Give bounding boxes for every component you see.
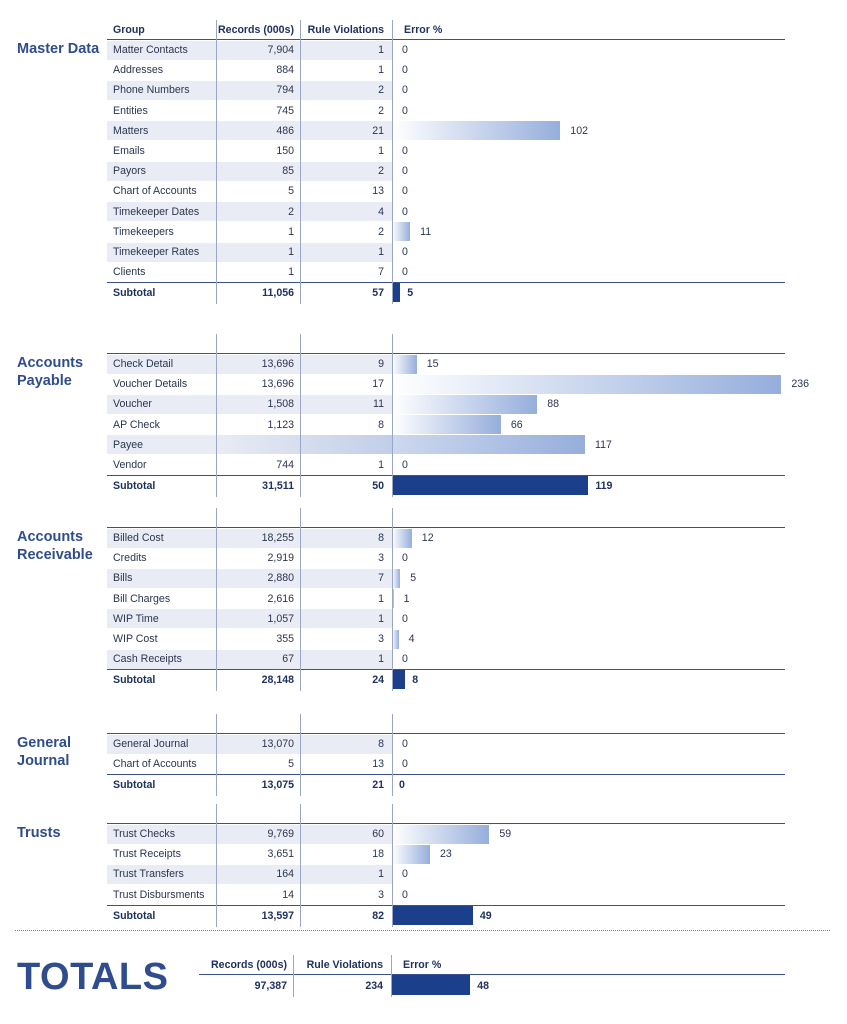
totals-error-value: 48 [477, 980, 489, 992]
row-records: 150 [276, 145, 294, 157]
row-label: Bills [113, 572, 133, 585]
row-label: WIP Time [113, 612, 159, 625]
totals-violations: 234 [365, 980, 383, 992]
row-error-value: 5 [410, 572, 417, 585]
row-records: 5 [288, 185, 294, 198]
row-violations: 1 [378, 459, 384, 471]
row-violations: 11 [373, 398, 384, 411]
row-violations: 3 [378, 633, 384, 645]
row-error-value: 102 [570, 124, 588, 137]
row-violations: 13 [372, 185, 384, 198]
column-header-group: Group [113, 24, 145, 36]
row-violations: 8 [378, 418, 384, 431]
error-bar [392, 355, 417, 374]
row-records: 5 [288, 758, 294, 771]
subtotal-records: 13,597 [261, 909, 294, 922]
row-violations: 1 [378, 592, 384, 605]
column-divider [300, 508, 301, 691]
row-label: Addresses [113, 64, 164, 77]
row-violations: 1 [378, 246, 384, 258]
row-records: 67 [282, 653, 294, 666]
column-divider [392, 714, 393, 796]
error-bar [216, 435, 585, 454]
row-error-value: 0 [402, 145, 408, 157]
column-divider [392, 508, 393, 691]
subtotal-violations: 82 [372, 909, 384, 922]
subtotal-records: 31,511 [262, 480, 294, 493]
row-label: Clients [113, 266, 146, 279]
row-records: 2 [288, 205, 294, 218]
subtotal-rule [107, 774, 785, 775]
row-error-value: 0 [402, 266, 408, 279]
subtotal-label: Subtotal [113, 287, 156, 300]
row-records: 13,696 [261, 378, 294, 391]
subtotal-records: 28,148 [261, 674, 294, 687]
row-label: Chart of Accounts [113, 185, 197, 198]
row-violations: 8 [378, 532, 384, 544]
subtotal-error-bar [392, 906, 473, 925]
row-error-value: 0 [402, 44, 408, 56]
column-divider [300, 804, 301, 927]
subtotal-rule [107, 282, 785, 283]
row-error-value: 0 [402, 888, 408, 901]
row-violations: 2 [378, 104, 384, 117]
column-header-records: Records (000s) [218, 24, 294, 36]
row-label: WIP Cost [113, 633, 158, 645]
row-violations: 1 [378, 612, 384, 625]
row-violations: 2 [378, 165, 384, 178]
row-error-value: 23 [439, 848, 452, 861]
row-violations: 2 [378, 84, 384, 97]
subtotal-error-value: 119 [595, 480, 613, 493]
subtotal-error-value: 8 [412, 674, 419, 687]
row-error-value: 0 [402, 64, 408, 77]
row-label: Phone Numbers [113, 84, 190, 97]
column-divider [300, 334, 301, 497]
row-error-value: 0 [402, 552, 408, 565]
column-header-violations: Rule Violations [307, 24, 384, 36]
row-violations: 21 [372, 124, 384, 137]
row-error-value: 0 [402, 653, 408, 666]
section-title: Master Data [17, 41, 100, 57]
row-error-value: 0 [402, 246, 408, 258]
row-records: 2,919 [267, 552, 294, 565]
row-error-value: 0 [402, 185, 408, 198]
row-error-value: 59 [499, 828, 512, 840]
subtotal-error-bar [392, 476, 588, 495]
row-records: 1 [288, 225, 294, 238]
row-violations: 17 [372, 378, 384, 391]
subtotal-records: 13,075 [261, 779, 294, 792]
row-violations: 1 [378, 44, 384, 56]
subtotal-label: Subtotal [113, 779, 156, 792]
row-records: 744 [276, 459, 294, 471]
totals-header-violations: Rule Violations [306, 959, 383, 971]
column-divider [392, 334, 393, 497]
subtotal-violations: 21 [372, 779, 384, 792]
row-label: Timekeepers [113, 225, 174, 238]
row-records: 1 [288, 266, 294, 279]
row-label: Voucher [113, 398, 152, 411]
error-bar [392, 529, 412, 548]
column-divider [391, 955, 392, 997]
row-error-value: 0 [402, 758, 408, 771]
row-records: 13,070 [261, 738, 294, 750]
column-divider [216, 508, 217, 691]
row-label: Matter Contacts [113, 44, 188, 56]
row-label: Emails [113, 145, 145, 157]
row-label: Check Detail [113, 358, 174, 370]
row-records: 13,696 [261, 358, 294, 370]
row-violations: 13 [372, 758, 384, 771]
row-violations: 3 [378, 888, 384, 901]
row-error-value: 117 [595, 438, 612, 451]
row-violations: 1 [378, 653, 384, 666]
error-bar [392, 395, 537, 414]
row-label: General Journal [113, 738, 189, 750]
row-label: Chart of Accounts [113, 758, 197, 771]
row-records: 2,616 [267, 592, 294, 605]
totals-header-records: Records (000s) [211, 959, 287, 971]
subtotal-error-value: 0 [399, 779, 405, 792]
row-violations: 7 [378, 266, 384, 279]
row-error-value: 88 [547, 398, 559, 411]
row-label: Payors [113, 165, 146, 178]
row-violations: 18 [372, 848, 384, 861]
row-error-value: 0 [402, 738, 408, 750]
row-records: 1,508 [267, 398, 294, 411]
row-violations: 8 [378, 738, 384, 750]
row-error-value: 0 [402, 459, 408, 471]
section-title: Accounts Payable [17, 355, 84, 389]
row-violations: 3 [378, 552, 384, 565]
subtotal-error-bar [392, 670, 405, 689]
row-error-value: 12 [421, 532, 434, 544]
row-error-value: 0 [402, 868, 408, 881]
column-divider [300, 20, 301, 304]
row-records: 486 [276, 124, 294, 137]
totals-separator [15, 930, 830, 931]
row-label: Matters [113, 124, 149, 137]
totals-error-bar [391, 975, 470, 995]
row-label: Timekeeper Rates [113, 246, 200, 258]
error-bar [392, 222, 410, 241]
subtotal-label: Subtotal [113, 674, 156, 687]
error-bar [392, 825, 489, 844]
row-error-value: 0 [402, 612, 408, 625]
row-error-value: 15 [426, 358, 439, 370]
error-bar [392, 375, 781, 394]
error-bar [392, 415, 501, 434]
row-label: Trust Transfers [113, 868, 184, 881]
row-label: Vendor [113, 459, 147, 471]
subtotal-error-bar [392, 283, 400, 302]
row-label: Entities [113, 104, 148, 117]
row-violations: 60 [372, 828, 384, 840]
subtotal-records: 11,056 [262, 287, 294, 300]
row-records: 745 [276, 104, 294, 117]
column-divider [216, 334, 217, 497]
row-records: 1,123 [267, 418, 294, 431]
section-title: Accounts Receivable [17, 529, 93, 563]
column-divider [392, 804, 393, 927]
subtotal-label: Subtotal [113, 909, 156, 922]
row-records: 884 [276, 64, 294, 77]
row-error-value: 4 [408, 633, 415, 645]
totals-header-error: Error % [403, 959, 442, 971]
row-error-value: 0 [402, 165, 408, 178]
subtotal-rule [107, 669, 785, 670]
totals-rule [199, 974, 785, 975]
section-title: Trusts [17, 825, 61, 841]
column-divider [216, 804, 217, 927]
row-records: 794 [276, 84, 294, 97]
row-label: Billed Cost [113, 532, 164, 544]
row-error-value: 1 [403, 592, 410, 605]
row-violations: 1 [378, 145, 384, 157]
row-records: 164 [276, 868, 294, 881]
column-divider [216, 20, 217, 304]
row-records: 85 [282, 165, 294, 178]
subtotal-violations: 57 [372, 287, 384, 300]
row-error-value: 236 [791, 378, 810, 391]
row-label: Trust Receipts [113, 848, 181, 861]
subtotal-violations: 50 [372, 480, 384, 493]
error-bar [392, 569, 400, 588]
row-error-value: 0 [402, 205, 408, 218]
row-records: 1,057 [267, 612, 294, 625]
row-records: 7,904 [267, 44, 294, 56]
row-violations: 1 [378, 868, 384, 881]
row-label: AP Check [113, 418, 160, 431]
row-records: 3,651 [267, 848, 294, 861]
totals-title: TOTALS [17, 956, 169, 998]
row-label: Timekeeper Dates [113, 205, 200, 218]
row-records: 14 [282, 888, 294, 901]
row-error-value: 0 [402, 84, 408, 97]
row-violations: 7 [378, 572, 384, 585]
column-divider [293, 955, 294, 997]
row-error-value: 66 [510, 418, 523, 431]
subtotal-error-value: 5 [407, 287, 414, 300]
row-records: 1 [288, 246, 294, 258]
row-records: 18,255 [261, 532, 294, 544]
row-label: Trust Checks [113, 828, 176, 840]
row-label: Payee [113, 438, 144, 451]
row-violations: 9 [378, 358, 384, 370]
column-header-error: Error % [404, 24, 443, 36]
row-label: Cash Receipts [113, 653, 182, 666]
row-violations: 4 [378, 205, 384, 218]
row-label: Credits [113, 552, 147, 565]
row-records: 355 [276, 633, 294, 645]
row-error-value: 11 [420, 225, 432, 238]
row-label: Bill Charges [113, 592, 171, 605]
row-violations: 1 [378, 64, 384, 77]
row-label: Trust Disbursments [113, 888, 205, 901]
subtotal-error-value: 49 [479, 909, 492, 922]
section-title: General Journal [17, 735, 71, 769]
row-records: 9,769 [267, 828, 294, 840]
subtotal-label: Subtotal [113, 480, 156, 493]
totals-records: 97,387 [254, 980, 287, 992]
subtotal-violations: 24 [372, 674, 384, 687]
error-bar [392, 845, 430, 864]
error-bar [392, 121, 560, 140]
column-divider [216, 714, 217, 796]
row-error-value: 0 [402, 104, 408, 117]
row-label: Voucher Details [113, 378, 188, 391]
column-divider [300, 714, 301, 796]
row-records: 2,880 [267, 572, 294, 585]
column-divider [392, 20, 393, 304]
row-violations: 2 [378, 225, 384, 238]
